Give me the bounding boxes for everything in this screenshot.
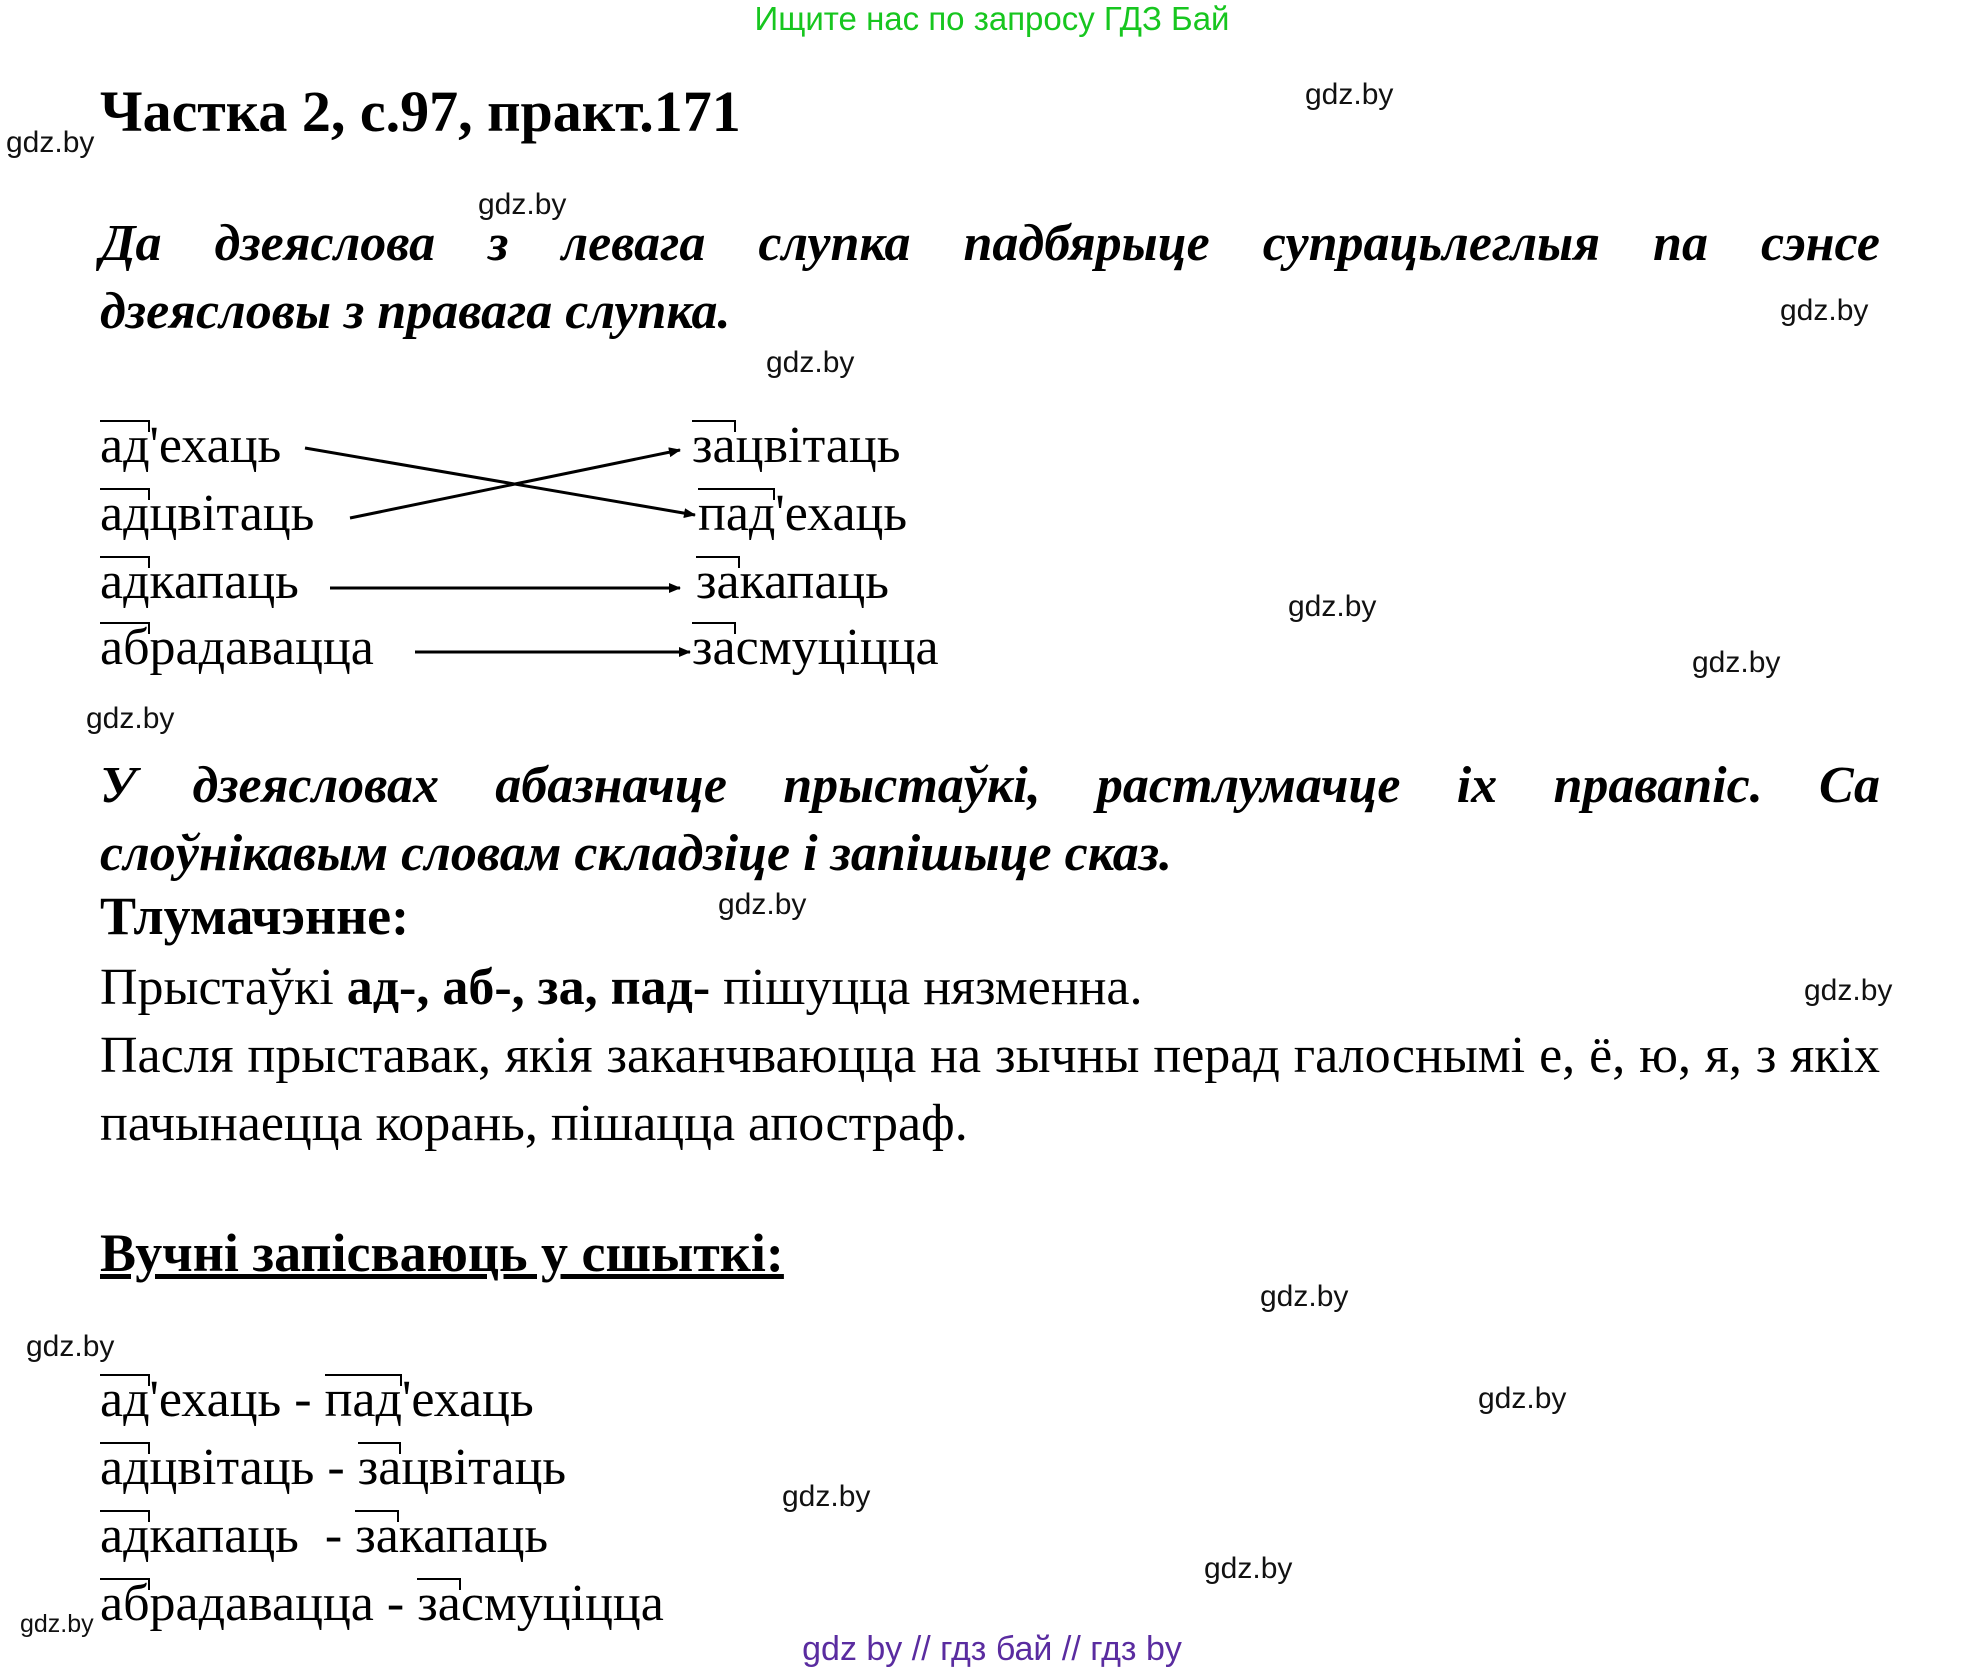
- task-1-line: дзеясловы з правага слупка.: [100, 283, 731, 340]
- footer-links[interactable]: gdz by // гдз бай // гдз by: [802, 1630, 1182, 1668]
- word-pair: ад'ехаць - пад'ехаць: [100, 1371, 534, 1428]
- right-word: зацвітаць: [692, 417, 901, 474]
- watermark: gdz.by: [1804, 974, 1893, 1007]
- match-arrow: [350, 450, 680, 518]
- left-word: абрадавацца: [100, 619, 374, 676]
- watermark: gdz.by: [1692, 646, 1781, 679]
- watermark: gdz.by: [26, 1330, 115, 1363]
- notebook-heading: Вучні запісваюць у сшыткі:: [100, 1223, 784, 1283]
- watermark: gdz.by: [1780, 294, 1869, 327]
- left-word: адкапаць: [100, 553, 299, 610]
- watermark: gdz.by: [1305, 78, 1394, 111]
- watermark: gdz.by: [20, 1610, 94, 1638]
- word-pair: адкапаць - закапаць: [100, 1507, 549, 1564]
- task-2-line: У дзеясловах абазначце прыстаўкі, растлумачце іх правапіс. Са: [100, 757, 1880, 814]
- watermark: gdz.by: [782, 1480, 871, 1513]
- watermark: gdz.by: [718, 888, 807, 921]
- watermark: gdz.by: [1204, 1552, 1293, 1585]
- page-title: Частка 2, с.97, практ.171: [100, 79, 741, 144]
- task-1-line: Да дзеяслова з левага слупка падбярыце супрацьлеглыя па сэнсе: [100, 215, 1880, 272]
- watermark: gdz.by: [1478, 1382, 1567, 1415]
- task-2-instructions: [100, 752, 1880, 888]
- watermark: gdz.by: [766, 346, 855, 379]
- right-word: закапаць: [696, 553, 889, 610]
- right-word: засмуціцца: [692, 619, 939, 676]
- watermark: gdz.by: [1260, 1280, 1349, 1313]
- task-2-line: слоўнікавым словам складзіце і запішыце сказ.: [100, 825, 1173, 882]
- watermark: gdz.by: [478, 188, 567, 221]
- watermark: gdz.by: [86, 702, 175, 735]
- watermark: gdz.by: [6, 126, 95, 159]
- explanation-rule-2: Пасля прыставак, якія заканчваюцца на зычны перад галоснымі е, ё, ю, я, з якіх пачынаецца корань, пішацца апостраф.: [100, 1027, 1880, 1152]
- watermark: gdz.by: [1288, 590, 1377, 623]
- word-pair: адцвітаць - зацвітаць: [100, 1439, 567, 1496]
- explanation-label: Тлумачэнне:: [100, 886, 410, 946]
- promo-banner: Ищите нас по запросу ГДЗ Бай: [754, 0, 1230, 37]
- right-word: пад'ехаць: [698, 485, 908, 542]
- left-word: адцвітаць: [100, 485, 315, 542]
- left-word: ад'ехаць: [100, 417, 282, 474]
- word-pair: абрадавацца - засмуціцца: [100, 1575, 664, 1632]
- explanation-rule-1: Прыстаўкі ад-, аб-, за, пад- пішуцца нязменна.: [100, 959, 1143, 1016]
